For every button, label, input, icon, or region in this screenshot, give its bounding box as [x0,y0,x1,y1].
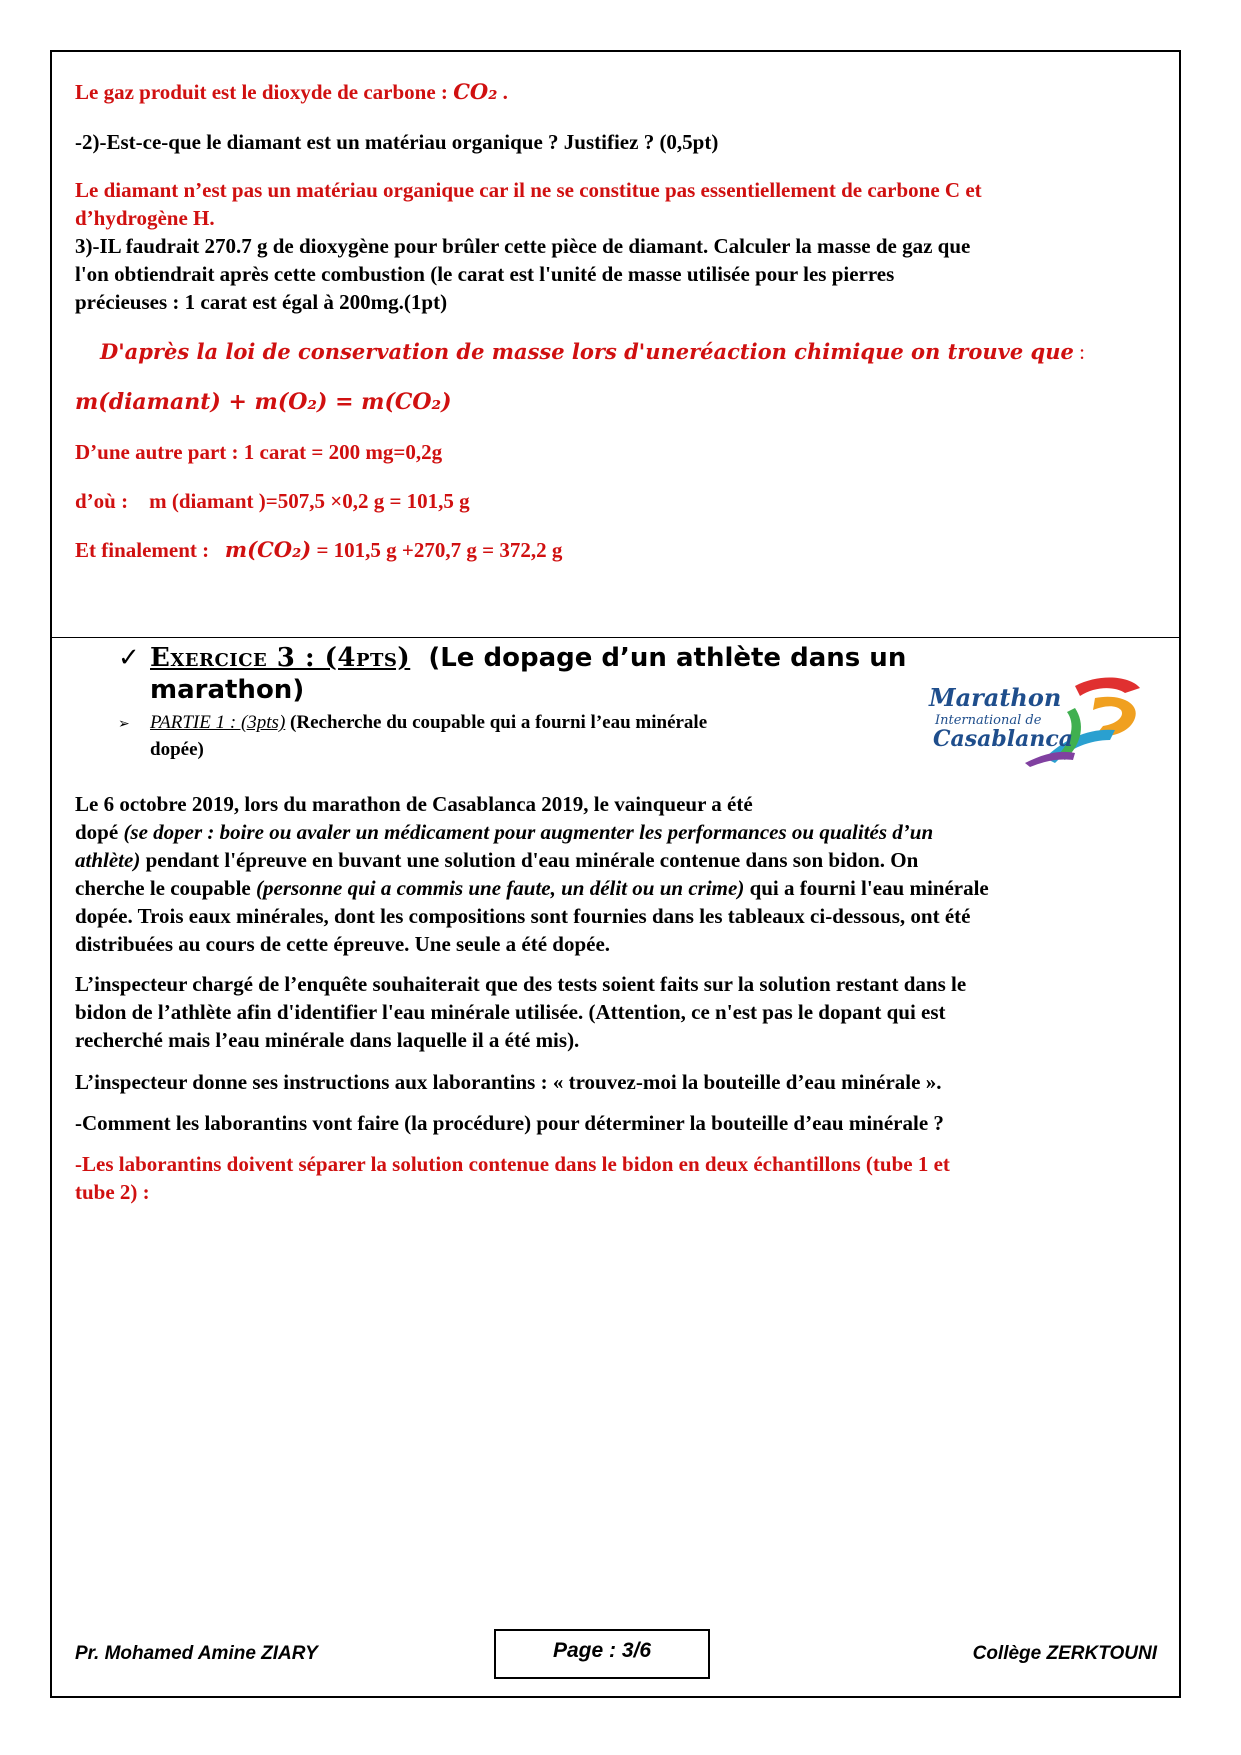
exercise-number: Exercice 3 : (4pts) [150,643,411,673]
school-name: Collège ZERKTOUNI [972,1643,1157,1664]
instruction-line: L’inspecteur donne ses instructions aux laborantins : « trouvez-moi la bouteille d’eau minérale ». [75,1070,942,1094]
question-3-line3: précieuses : 1 carat est égal à 200mg.(1pt) [75,290,448,314]
arrow-bullet-icon: ➢ [118,716,130,732]
answer-procedure-line1: -Les laborantins doivent séparer la solution contenue dans le bidon en deux échantillons (tube 1 et [75,1152,950,1176]
answer-2-line1: Le diamant n’est pas un matériau organique car il ne se constitue pas essentiellement de carbone C et [75,178,982,202]
section-divider [50,637,1181,638]
context-line6: distribuées au cours de cette épreuve. Une seule a été dopée. [75,932,611,956]
context-line1: Le 6 octobre 2019, lors du marathon de Casablanca 2019, le vainqueur a été [75,792,753,816]
conservation-law: D'après la loi de conservation de masse lors d'uneréaction chimique on trouve que : [100,339,1085,364]
logo-text-marathon: Marathon [929,683,1062,712]
context-line5: dopée. Trois eaux minérales, dont les compositions sont fournies dans les tableaux ci-dessous, ont été [75,904,971,928]
mass-equation: m(diamant) + m(O₂) = m(CO₂) [75,389,452,415]
exercise-title: ✓ Exercice 3 : (4pts) (Le dopage d’un athlète dans un marathon) [118,643,907,705]
gas-answer: Le gaz produit est le dioxyde de carbone : CO₂ . [75,79,508,104]
marathon-casablanca-logo [925,668,1155,768]
carat-conversion: D’une autre part : 1 carat = 200 mg=0,2g [75,440,443,464]
logo-text-casablanca: Casablanca [933,726,1074,752]
co2-formula: CO₂ [453,79,498,104]
part-1-heading: ➢ PARTIE 1 : (3pts) (Recherche du coupable qui a fourni l’eau minérale dopée) [118,712,708,760]
logo-text-international: International de [935,713,1042,728]
context-line4: cherche le coupable (personne qui a commis une faute, un délit ou un crime) qui a fourni l'eau minérale [75,876,989,900]
question-3-line2: l'on obtiendrait après cette combustion (le carat est l'unité de masse utilisée pour les pierres [75,262,895,286]
checkmark-icon: ✓ [118,643,140,673]
answer-procedure-line2: tube 2) : [75,1180,150,1204]
context-line2: dopé (se doper : boire ou avaler un médicament pour augmenter les performances ou qualités d’un [75,820,934,844]
inspector-line3: recherché mais l’eau minérale dans laquelle il a été mis). [75,1028,580,1052]
question-3-line1: 3)-IL faudrait 270.7 g de dioxygène pour brûler cette pièce de diamant. Calculer la masse de gaz que [75,234,971,258]
question-2: -2)-Est-ce-que le diamant est un matériau organique ? Justifiez ? (0,5pt) [75,130,719,154]
answer-2-line2: d’hydrogène H. [75,206,215,230]
inspector-line1: L’inspecteur chargé de l’enquête souhaiterait que des tests soient faits sur la solution restant dans le [75,972,967,996]
context-line3: athlète) pendant l'épreuve en buvant une solution d'eau minérale contenue dans son bidon. On [75,848,919,872]
author-name: Pr. Mohamed Amine ZIARY [75,1643,318,1664]
question-procedure: -Comment les laborantins vont faire (la procédure) pour déterminer la bouteille d’eau minérale ? [75,1111,944,1135]
inspector-line2: bidon de l’athlète afin d'identifier l'eau minérale utilisée. (Attention, ce n'est pas le dopant qui est [75,1000,946,1024]
diamond-mass: d’où : m (diamant )=507,5 ×0,2 g = 101,5 g [75,489,470,513]
page-number: Page : 3/6 [494,1629,710,1679]
final-result: Et finalement : m(CO₂) = 101,5 g +270,7 g = 372,2 g [75,537,563,562]
